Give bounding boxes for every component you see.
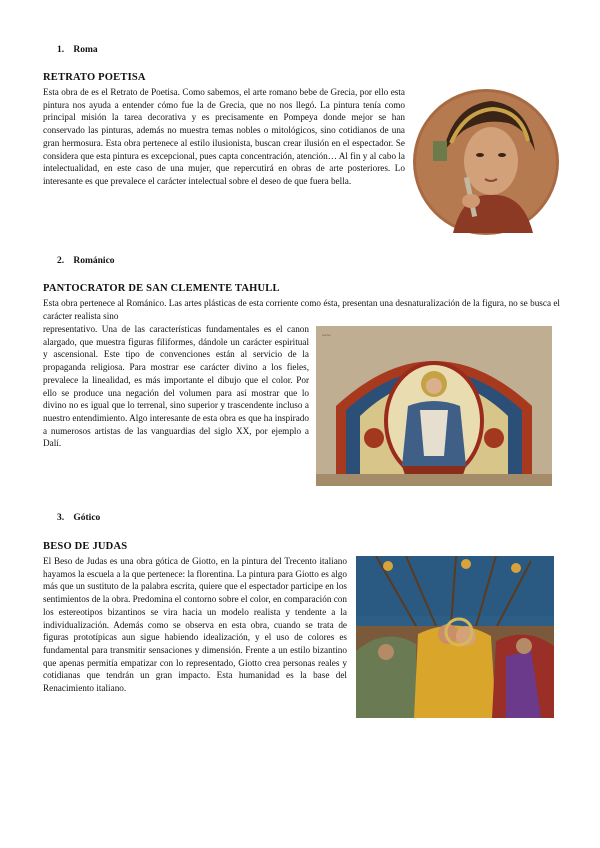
section-paragraph-roma: Esta obra de es el Retrato de Poetisa. Como sabemos, el arte romano bebe de Grecia, por ello esta pintura nos ayuda a entender cómo fue la de Grecia, que no nos llegó. La pintura tenía como principal misión la tarea decorativa y es precisamente en Pompeya donde mejor se han conservado las pinturas, además no muestra temas nobles o mitológicos, sino cotidianos de una gran hermosura. Esta obra pertenece al estilo ilusionista, buscan crear ilusión en el espectador. Se considera que esta pintura es excepcional, pues capta concentración, atención… Al fin y al cabo la intelectualidad, en este caso de una mujer, que repercutirá en obras de arte posteriores. Lo interesante es que prevalece el carácter intelectual sobre el deseo de que fuera bella.: [43, 87, 405, 186]
section-number: 2.: [57, 256, 65, 266]
svg-text:~~: ~~: [322, 331, 331, 340]
section-number: 1.: [57, 45, 65, 55]
section-heading-romanico: [57, 256, 115, 266]
beso-de-judas-painting-image: [356, 556, 554, 718]
poetisa-portrait-image: [413, 83, 560, 241]
artwork-title-pantocrator: PANTOCRATOR DE SAN CLEMENTE TAHULL: [43, 283, 280, 294]
section-heading-text: Roma: [73, 45, 98, 55]
section-intro-romanico: Esta obra pertenece al Románico. Las artes plásticas de esta corriente como ésta, presentan una desnaturalización de la figura, no se busca el carácter realista sino: [43, 298, 560, 321]
artwork-title-retrato-poetisa: RETRATO POETISA: [43, 72, 146, 83]
pantocrator-fresco-image: [316, 326, 552, 486]
section-paragraph-gotico: El Beso de Judas es una obra gótica de Giotto, en la pintura del Trecento italiano hayamos la escuela a la que pertenece: la florentina. La pintura para Giotto es algo más que un sustituto de la palabra escrita, quiere que el espectador participe en los sentimientos de la obra. Predomina el contorno sobre el color, en comparación con los estereotipos bizantinos se vira hacia un modelo realista y tendente a la individualización. Además como se observa en esta obra, cuando se trata de figuras prototípicas aun sigue habiendo idealización, y el uso de colores es fundamental para transmitir sensaciones y dimensión. Frente a un estilo bizantino que apenas permitía empatizar con lo representado, Giotto crea personas reales y cotidianas que tendrán un gran impacto. Esta humanidad es la base del Renacimiento italiano.: [43, 556, 347, 694]
section-number: 3.: [57, 513, 65, 523]
section-heading-gotico: [57, 513, 100, 523]
section-paragraph-romanico: representativo. Una de las características fundamentales es el canon alargado, que muestra figuras filiformes, dándole un carácter espiritual y ascensional. Este tipo de convenciones están al servicio de la propaganda religiosa. Para mostrar ese carácter divino a los fieles, prevalece la linealidad, es más importante el dibujo que el color. Por ello se produce una negación del volumen para así mostrar que lo divino no es igual que lo terrenal, sino superior y trascendente incluso a nuestro entendimiento. Algo interesante de esta obra es que ha inspirado a numerosos artistas de las vanguardias del siglo XX, por ejemplo a Dalí.: [43, 324, 309, 449]
section-heading-text: Gótico: [73, 513, 101, 523]
section-heading-roma: [57, 45, 98, 55]
section-heading-text: Románico: [73, 256, 115, 266]
artwork-title-beso-de-judas: BESO DE JUDAS: [43, 541, 128, 552]
